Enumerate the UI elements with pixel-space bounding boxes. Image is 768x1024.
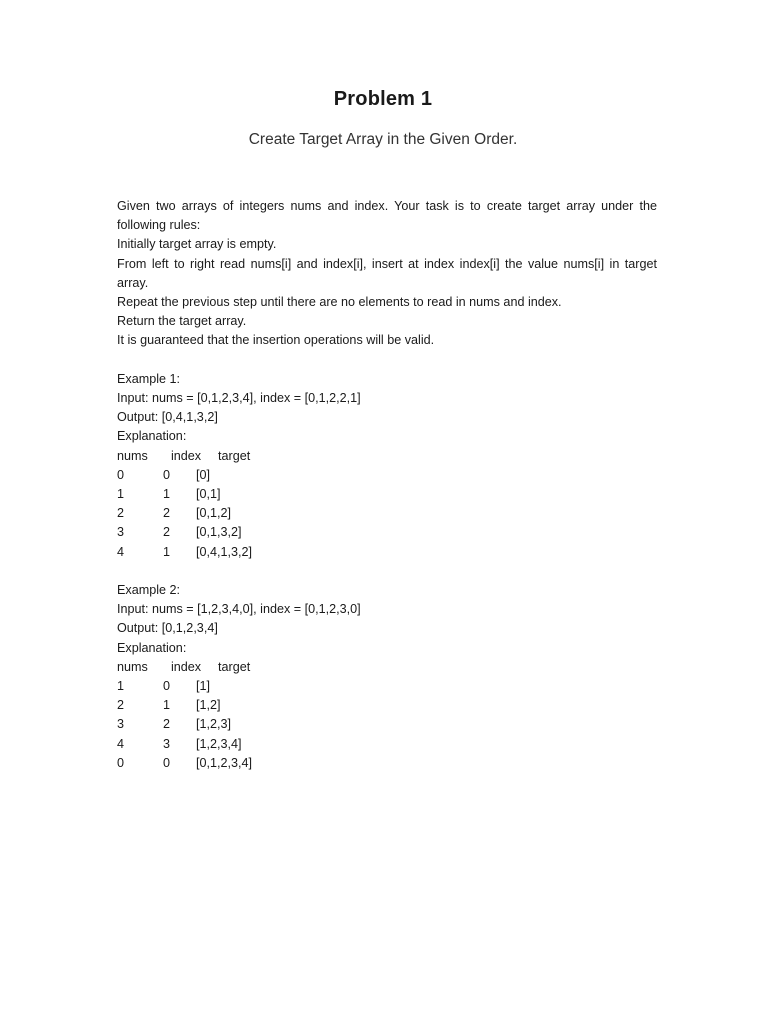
page-subtitle: Create Target Array in the Given Order. [248,131,518,148]
example-output: Output: [0,4,1,3,2] [117,410,218,425]
cell-nums: 0 [117,755,125,770]
example-heading: Example 1: [117,371,180,386]
cell-nums: 2 [117,698,125,713]
problem-body [117,197,657,773]
cell-index: 0 [163,678,171,693]
cell-target: [1,2,3] [196,717,232,732]
column-header-nums: nums [117,659,148,674]
cell-index: 1 [163,544,171,559]
table-row [117,504,657,523]
table-row [117,715,657,734]
spacer [117,351,657,370]
example-output: Output: [0,1,2,3,4] [117,621,218,636]
spacer [117,562,657,581]
example-input: Input: nums = [0,1,2,3,4], index = [0,1,2,2,1] [117,391,361,406]
explanation-header-row [117,658,657,677]
example-1 [117,370,657,562]
table-row [117,677,657,696]
example-input: Input: nums = [1,2,3,4,0], index = [0,1,2,3,0] [117,602,361,617]
cell-target: [0,1,2] [196,506,232,521]
cell-index: 2 [163,525,171,540]
column-header-index: index [171,448,202,463]
explanation-header-row [117,447,657,466]
cell-nums: 2 [117,506,125,521]
cell-index: 0 [163,467,171,482]
example-explanation-label: Explanation: [117,429,187,444]
column-header-target: target [218,448,251,463]
cell-nums: 0 [117,467,125,482]
cell-index: 1 [163,698,171,713]
cell-target: [0,1,3,2] [196,525,242,540]
table-row [117,696,657,715]
cell-target: [1,2] [196,698,221,713]
cell-nums: 3 [117,717,125,732]
cell-index: 2 [163,717,171,732]
page-title: Problem 1 [333,88,433,110]
rule-1: Initially target array is empty. [117,237,277,252]
table-row [117,466,657,485]
table-row [117,485,657,504]
cell-nums: 1 [117,487,125,501]
table-row [117,754,657,773]
rule-2: From left to right read nums[i] and index[i], insert at index index[i] the value nums[i] in target array. [117,256,657,290]
cell-index: 3 [163,736,171,751]
cell-nums: 3 [117,525,125,540]
cell-target: [0] [196,467,211,482]
cell-index: 2 [163,506,171,521]
cell-target: [0,4,1,3,2] [196,544,253,559]
column-header-target: target [218,659,251,674]
cell-target: [0,1] [196,487,221,501]
table-row [117,735,657,754]
rule-5: It is guaranteed that the insertion operations will be valid. [117,333,435,348]
cell-target: [0,1,2,3,4] [196,755,253,770]
cell-nums: 1 [117,678,125,693]
cell-target: [1,2,3,4] [196,736,242,751]
cell-index: 0 [163,755,171,770]
problem-intro: Given two arrays of integers nums and index. Your task is to create target array under the following rules: [117,199,657,233]
cell-index: 1 [163,487,171,501]
rule-4: Return the target array. [117,314,247,329]
example-2 [117,581,657,773]
table-row [117,543,657,562]
column-header-index: index [171,659,202,674]
example-heading: Example 2: [117,582,180,597]
example-explanation-label: Explanation: [117,640,187,655]
rule-3: Repeat the previous step until there are no elements to read in nums and index. [117,295,562,310]
cell-nums: 4 [117,544,125,559]
cell-nums: 4 [117,736,125,751]
table-row [117,523,657,542]
column-header-nums: nums [117,448,148,463]
cell-target: [1] [196,678,211,693]
